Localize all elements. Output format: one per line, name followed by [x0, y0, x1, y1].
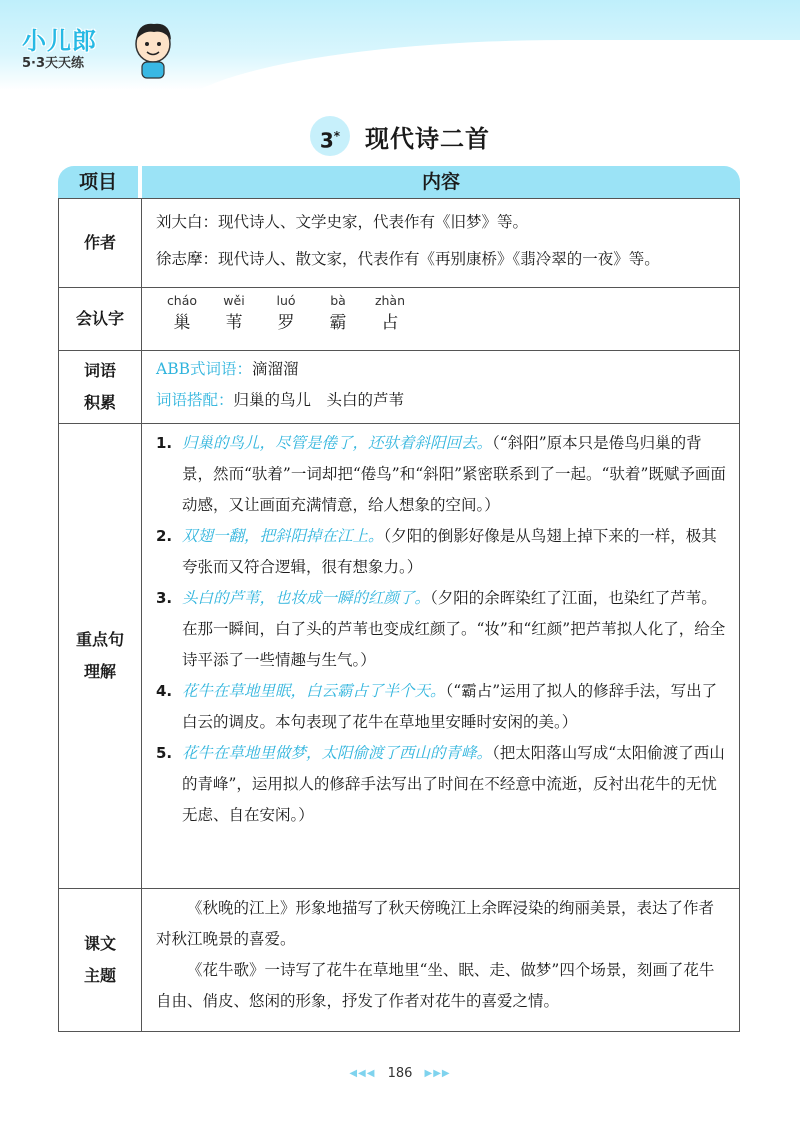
sentence-item: 2. 双翅一翻，把斜阳掉在江上。（夕阳的倒影好像是从鸟翅上掉下来的一样，极其夸张而又符合逻辑，很有想象力。） — [156, 527, 717, 576]
left-arrows-icon: ◀◀◀ — [349, 1068, 376, 1079]
char-item: luó 罗 — [276, 293, 296, 333]
row-label: 作者 — [59, 199, 142, 287]
sentence-item: 5. 花牛在草地里做梦，太阳偷渡了西山的青峰。（把太阳落山写成“太阳偷渡了西山的青峰”，运用拟人的修辞手法写出了时间在不经意中流逝，反衬出花牛的无忧无虑、自在安闲。） — [156, 744, 725, 824]
row-label: 课文 主题 — [59, 889, 142, 1031]
header-content: 内容 — [142, 166, 740, 198]
brand-logo — [22, 28, 97, 72]
brand-name: 小儿郎 — [22, 27, 97, 55]
page-number: 186 — [387, 1066, 413, 1081]
char-item: cháo 巢 — [166, 293, 198, 333]
char-list — [156, 290, 727, 336]
theme-paragraph: 《秋晚的江上》形象地描写了秋天傍晚江上余晖浸染的绚丽美景，表达了作者对秋江晚景的喜爱。 — [156, 899, 715, 948]
row-label: 会认字 — [59, 288, 142, 350]
summary-table — [58, 166, 740, 1032]
mascot-boy-icon — [130, 18, 176, 80]
row-label: 重点句 理解 — [59, 424, 142, 888]
right-arrows-icon: ▶▶▶ — [424, 1068, 451, 1079]
lesson-title: 现代诗二首 — [365, 124, 491, 153]
theme-paragraph: 《花牛歌》一诗写了花牛在草地里“坐、眠、走、做梦”四个场景，刻画了花牛自由、俏皮、悠闲的形象，抒发了作者对花牛的喜爱之情。 — [156, 961, 715, 1010]
lesson-title-area — [0, 116, 800, 156]
page-footer — [0, 1066, 800, 1081]
row-words — [59, 350, 739, 423]
author-line: 徐志摩：现代诗人、散文家，代表作有《再别康桥》《翡冷翠的一夜》等。 — [156, 250, 660, 268]
row-sentences — [59, 423, 739, 888]
top-banner — [0, 0, 800, 90]
table-header — [58, 166, 740, 198]
char-item: zhàn 占 — [374, 293, 406, 333]
char-item: wěi 苇 — [223, 293, 245, 333]
sentence-item: 1. 归巢的鸟儿，尽管是倦了，还驮着斜阳回去。（“斜阳”原本只是倦鸟归巢的背景，然而“驮着”一词却把“倦鸟”和“斜阳”紧密联系到了一起。“驮着”既赋予画面动感，又让画面充满情意，给人想象的空间。） — [156, 434, 726, 514]
lesson-number-badge: 3* — [310, 116, 350, 156]
row-chars — [59, 287, 739, 350]
word-combos: 词语搭配：归巢的鸟儿 头白的芦苇 — [156, 391, 405, 409]
row-label: 词语 积累 — [59, 351, 142, 423]
char-item: bà 霸 — [329, 293, 347, 333]
sentence-item: 3. 头白的芦苇，也妆成一瞬的红颜了。（夕阳的余晖染红了江面，也染红了芦苇。在那一瞬间，白了头的芦苇也变成红颜了。“妆”和“红颜”把芦苇拟人化了，给全诗平添了一些情趣与生气。） — [156, 589, 726, 669]
author-line: 刘大白：现代诗人、文学史家，代表作有《旧梦》等。 — [156, 213, 529, 231]
table-body — [58, 198, 740, 1032]
brand-series: 5·3天天练 — [22, 56, 85, 71]
row-author — [59, 198, 739, 287]
header-item: 项目 — [58, 166, 138, 198]
abb-words: ABB式词语：滴溜溜 — [156, 360, 299, 378]
sentence-item: 4. 花牛在草地里眠，白云霸占了半个天。（“霸占”运用了拟人的修辞手法，写出了白云的调皮。本句表现了花牛在草地里安睡时安闲的美。） — [156, 682, 718, 731]
row-theme — [59, 888, 739, 1031]
